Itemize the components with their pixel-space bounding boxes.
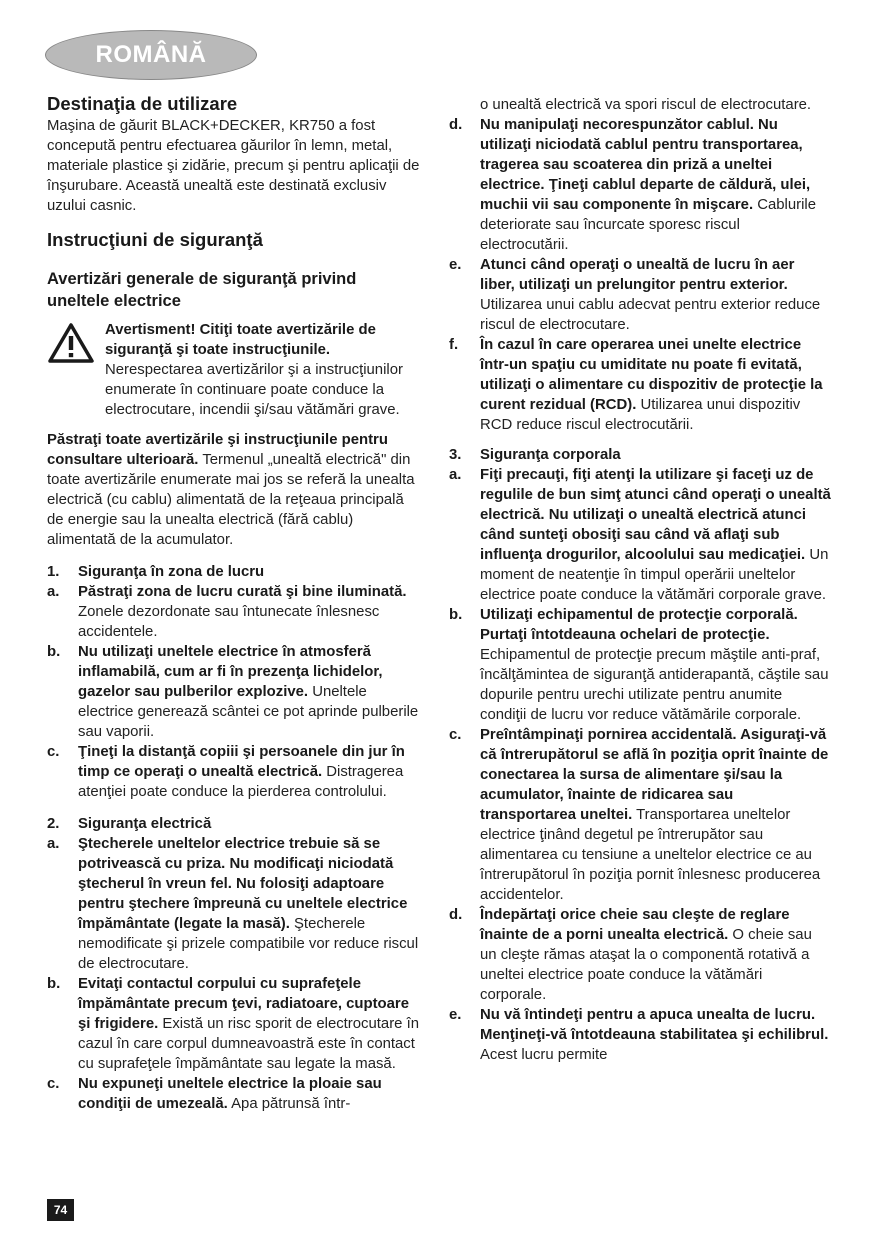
language-label: ROMÂNĂ xyxy=(95,41,207,68)
item-text: Zonele dezordonate sau întunecate înlesnesc accidentele. xyxy=(78,604,380,640)
item-label: c. xyxy=(47,1076,60,1092)
item-text: Cablurile deteriorate sau încurcate sporesc riscul electrocutării. xyxy=(480,197,816,253)
item-label: f. xyxy=(449,337,459,353)
warning-text: Nerespectarea avertizărilor şi a instrucţiunilor enumerate în continuare poate conduce la electrocutare, incendii şi/sau vătămări grave. xyxy=(105,362,403,418)
item-bold: Nu manipulaţi necorespunzător cablul. Nu utilizaţi niciodată cablul pentru transportarea, tragerea sau scoaterea din priză a uneltei electrice. Ţineţi cablul departe de căldură, ulei, muchii vii sau componente în mişcare. xyxy=(480,117,811,213)
item-label: a. xyxy=(47,584,60,600)
list-item-continuation xyxy=(449,95,831,115)
list-item xyxy=(449,335,831,435)
item-text: Uneltele electrice generează scântei ce pot aprinde pulberile sau vaporii. xyxy=(78,684,419,740)
right-column xyxy=(449,95,831,1065)
language-badge xyxy=(45,30,257,80)
section-work-area xyxy=(47,562,423,802)
section-number: 1. xyxy=(47,564,60,580)
item-label: d. xyxy=(449,907,463,923)
list-item xyxy=(449,115,831,255)
item-bold: Îndepărtaţi orice cheie sau cleşte de reglare înainte de a porni unealta electrică. xyxy=(480,907,790,943)
section-title: Siguranţa în zona de lucru xyxy=(78,564,265,580)
item-bold: Atunci când operaţi o unealtă de lucru în aer liber, utilizaţi un prelungitor pentru exterior. xyxy=(480,257,795,293)
list-item xyxy=(449,1005,831,1065)
keep-instructions-paragraph xyxy=(47,430,423,550)
item-bold: Fiţi precauţi, fiţi atenţi la utilizare şi faceţi uz de regulile de bun simţ atunci când operaţi o unealtă electrică. Nu utilizaţi o unealtă electrică atunci când sunteţi obosiţi sau când vă aflaţi sub influenţa drogurilor, alcoolului sau medicaţiei. xyxy=(480,467,831,563)
item-bold: Nu expuneţi uneltele electrice la ploaie sau condiţii de umezeală. xyxy=(78,1076,382,1112)
item-label: e. xyxy=(449,257,462,273)
continuation-text: o unealtă electrică va spori riscul de electrocutare. xyxy=(480,97,812,113)
item-bold: Utilizaţi echipamentul de protecţie corporală. Purtaţi întotdeauna ochelari de protecţie. xyxy=(480,607,798,643)
intended-use-title: Destinaţia de utilizare xyxy=(47,93,238,114)
item-text: Acest lucru permite xyxy=(480,1047,608,1063)
item-bold: În cazul în care operarea unei unelte electrice într-un spaţiu cu umiditate nu poate fi evitată, utilizaţi o alimentare cu dispozitiv de protecţie la curent rezidual (RCD). xyxy=(480,337,823,413)
item-text: Un moment de neatenţie în timpul operării uneltelor electrice poate conduce la vătămări corporale grave. xyxy=(480,547,829,603)
item-bold: Nu utilizaţi uneltele electrice în atmosferă inflamabilă, cum ar fi în prezenţa lichidelor, gazelor sau pulberilor explozive. xyxy=(78,644,383,700)
item-bold: Nu vă întindeţi pentru a apuca unealta de lucru. Menţineţi-vă întotdeauna stabilitatea şi echilibrul. xyxy=(480,1007,829,1043)
item-bold: Evitaţi contactul corpului cu suprafeţele împământate precum ţevi, radiatoare, cuptoare şi frigidere. xyxy=(78,976,410,1032)
section-personal xyxy=(449,445,831,1065)
list-item xyxy=(47,742,423,802)
intended-use-body: Maşina de găurit BLACK+DECKER, KR750 a fost concepută pentru efectuarea găurilor în lemn, metal, materiale plastice şi zidărie, precum şi pentru aplicaţii de înşurubare. Această unealtă este destinată exclusiv uzului casnic. xyxy=(47,118,420,214)
safety-title: Instrucţiuni de siguranţă xyxy=(47,229,263,250)
list-item xyxy=(449,905,831,1005)
list-item xyxy=(47,582,423,642)
list-item xyxy=(449,255,831,335)
item-bold: Păstraţi zona de lucru curată şi bine iluminată. xyxy=(78,584,407,600)
section-heading xyxy=(449,445,831,465)
warning-block xyxy=(47,320,423,420)
item-label: a. xyxy=(47,836,60,852)
section-title: Siguranţa corporala xyxy=(480,447,621,463)
item-label: b. xyxy=(449,607,463,623)
warning-triangle-icon xyxy=(47,320,105,420)
item-text: Distragerea atenţiei poate conduce la pierderea controlului. xyxy=(78,764,404,800)
left-column xyxy=(47,92,423,1114)
list-item xyxy=(47,974,423,1074)
item-text: Transportarea uneltelor electrice ţinând degetul pe întrerupător sau alimentarea cu tensiune a uneltelor electrice ce au întrerupătorul în poziţia pornit înlesnesc producerea accidentelor. xyxy=(480,807,821,903)
item-bold: Ţineţi la distanţă copiii şi persoanele din jur în timp ce operaţi o unealtă electrică. xyxy=(78,744,405,780)
warning-heading: Avertisment! Citiţi toate avertizările de siguranţă şi toate instrucţiunile. xyxy=(105,322,376,358)
list-item xyxy=(47,1074,423,1114)
item-text: Ştecherele nemodificate şi prizele compatibile vor reduce riscul de electrocutare. xyxy=(78,916,419,972)
item-label: d. xyxy=(449,117,463,133)
keep-instructions-text: Termenul „unealtă electrică" din toate avertizările enumerate mai jos se referă la unealta electrică (cu cablu) alimentată de la reţeaua principală de energie sau la unealta electrică (fără cablu) alimentată de la acumulator. xyxy=(47,452,415,548)
item-label: b. xyxy=(47,644,61,660)
item-text: Utilizarea unui dispozitiv RCD reduce riscul electrocutării. xyxy=(480,397,801,433)
section-number: 3. xyxy=(449,447,462,463)
section-title: Siguranţa electrică xyxy=(78,816,212,832)
item-label: e. xyxy=(449,1007,462,1023)
list-item xyxy=(449,465,831,605)
item-text: Există un risc sporit de electrocutare în cazul în care corpul dumneavoastră este în contact cu suprafeţele împământate sau legate la masă. xyxy=(78,1016,419,1072)
item-label: c. xyxy=(449,727,462,743)
item-label: c. xyxy=(47,744,60,760)
section-heading xyxy=(47,814,423,834)
list-item xyxy=(449,725,831,905)
general-warnings-title: Avertizări generale de siguranţă privind uneltele electrice xyxy=(47,270,357,310)
section-heading xyxy=(47,562,423,582)
item-label: b. xyxy=(47,976,61,992)
keep-instructions-bold: Păstraţi toate avertizările şi instrucţiunile pentru consultare ulterioară. xyxy=(47,432,388,468)
list-item xyxy=(47,642,423,742)
item-text: Utilizarea unui cablu adecvat pentru exterior reduce riscul de electrocutare. xyxy=(480,297,821,333)
item-text: Apa pătrunsă într- xyxy=(231,1096,351,1112)
item-text: O cheie sau un cleşte rămas ataşat la o componentă rotativă a uneltei electrice poate conduce la vătămări corporale. xyxy=(480,927,812,1003)
item-bold: Ştecherele uneltelor electrice trebuie să se potrivească cu priza. Nu modificaţi niciodată ştecherul în vreun fel. Nu folosiţi adaptoare pentru ştechere împreună cu uneltele electrice împământate (legate la masă). xyxy=(78,836,408,932)
item-label: a. xyxy=(449,467,462,483)
section-number: 2. xyxy=(47,816,60,832)
list-item xyxy=(47,834,423,974)
page-number: 74 xyxy=(47,1199,74,1221)
section-electrical xyxy=(47,814,423,1114)
item-text: Echipamentul de protecţie precum măştile anti-praf, încălţămintea de siguranţă antiderapantă, căştile sau dopurile pentru urechi utilizate pentru anumite condiţii de lucru vor reduce vătămările corporale. xyxy=(480,647,829,723)
item-bold: Preîntâmpinaţi pornirea accidentală. Asiguraţi-vă că întrerupătorul se află în poziţia oprit înainte de conectarea la sursa de alimentare şi/sau la acumulator, înainte de ridicarea sau transportarea uneltei. xyxy=(480,727,829,823)
list-item xyxy=(449,605,831,725)
